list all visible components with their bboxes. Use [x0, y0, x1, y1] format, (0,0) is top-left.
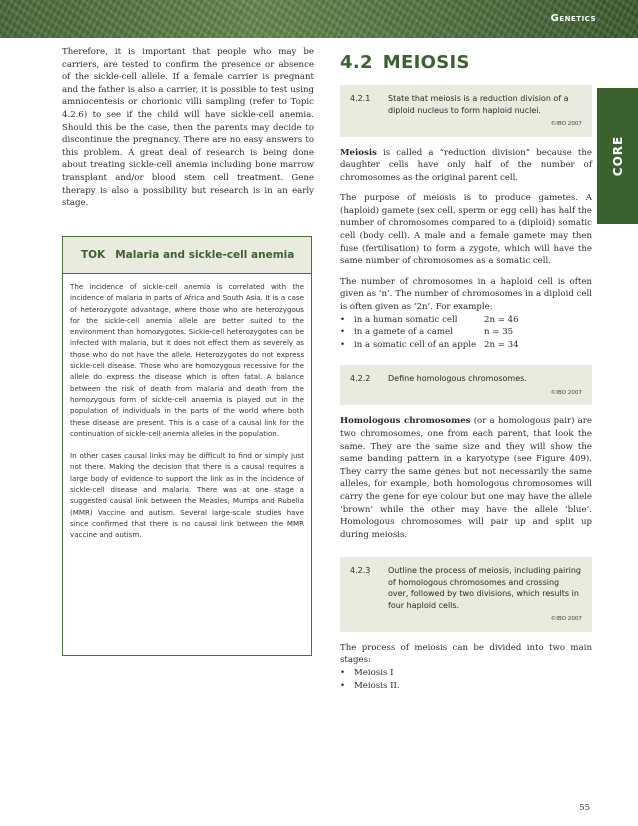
- tok-label: TOK: [81, 249, 106, 261]
- section-heading: [340, 52, 592, 73]
- meiosis-definition-text: is called a “reduction division” because the daughter cells have only half of the number of chromosomes as the original parent cell.: [340, 147, 592, 183]
- section-number: 4.2: [340, 52, 373, 73]
- meiosis-stages-intro: The process of meiosis can be divided into two main stages:: [340, 642, 592, 666]
- example-text: • in a somatic cell of an apple: [354, 339, 477, 350]
- list-item: [340, 326, 592, 339]
- example-value: 2n = 34: [484, 339, 519, 350]
- objective-code: 4.2.1: [350, 94, 371, 103]
- objective-text: Outline the process of meiosis, including pairing of homologous chromosomes and crossing over, followed by two divisions, which results in four haploid cells.: [388, 566, 582, 610]
- example-value: n = 35: [484, 327, 514, 338]
- list-item: [340, 680, 592, 693]
- example-text: • in a human somatic cell: [354, 314, 458, 325]
- meiosis-term: Meiosis: [340, 147, 377, 158]
- stage-text: • Meiosis II.: [354, 680, 400, 691]
- tok-paragraph-2: In other cases causal links may be difficult to find or simply just not there. Making the decision that there is a causal requires a large body of evidence to support the link as in the incidence of sickle-cell disease and malaria. There was at one stage a suggested causal link between the Measles, Mumps and Rubella (MMR) Vaccine and autism. Several large-scale studies have since confirmed that there is no causal link between the MMR vaccine and autism.: [70, 451, 304, 540]
- tok-title: Malaria and sickle-cell anemia: [115, 249, 295, 261]
- stage-text: • Meiosis I: [354, 668, 394, 679]
- chromosome-number-paragraph: The number of chromosomes in a haploid cell is often given as ‘n’. The number of chromosomes in a diploid cell is often given as ‘2n’. For example:: [340, 276, 592, 313]
- objective-source: ©IBO 2007: [550, 389, 582, 396]
- objective-box: [340, 365, 592, 405]
- objective-code: 4.2.2: [350, 374, 371, 384]
- header-banner: [0, 0, 638, 38]
- example-value: 2n = 46: [484, 314, 519, 325]
- tok-paragraph-1: The incidence of sickle-cell anemia is correlated with the incidence of malaria in parts of Africa and South Asia. It is a case of heterozygote advantage, where those who are heterozygous for the sickle-cell anemia allele are better suited to the environment than homozygotes. Sickle-cell heterozygotes can be infected with malaria, but it does not effect them as severely as those who do not have the allele. Heterozygotes do not express sickle-cell disease. Those who are homozygous recessive for the allele do express the disease which is often fatal. A balance between the risk of death from malaria and death from the homozygous form of sickle-cell anaemia is played out in the population of individuals in the parts of the world where both these disease are present. This is a case of a causal link for the continuation of sickle-cell anemia alleles in the population.: [70, 282, 304, 438]
- list-item: [340, 339, 592, 352]
- tok-heading: [81, 249, 294, 261]
- example-text: • in a gamete of a camel: [354, 327, 453, 338]
- tok-box: [62, 236, 312, 656]
- core-label: CORE: [610, 135, 625, 177]
- homologous-term: Homologous chromosomes: [340, 416, 471, 427]
- list-item: [340, 314, 592, 327]
- objective-box: [340, 85, 592, 137]
- tok-header: [63, 237, 311, 274]
- objective-source: ©IBO 2007: [550, 121, 582, 127]
- objective-source: ©IBO 2007: [550, 616, 582, 623]
- list-item: [340, 667, 592, 680]
- meiosis-stages: [340, 667, 592, 692]
- right-column: [340, 52, 592, 692]
- homologous-definition: [340, 415, 592, 541]
- objective-box: [340, 557, 592, 632]
- meiosis-purpose: The purpose of meiosis is to produce gametes. A (haploid) gamete (sex cell, sperm or egg cell) has half the number of chromosomes compared to a (diploid) somatic cell (body cell). A male and a female gamete may then fuse (fertilisation) to form a zygote, which will have the same number of chromosomes as a somatic cell.: [340, 193, 592, 267]
- objective-text: Define homologous chromosomes.: [388, 374, 527, 384]
- objective-code: 4.2.3: [350, 566, 371, 576]
- tok-body: [70, 281, 304, 541]
- page-number: 55: [579, 803, 590, 813]
- objective-text: State that meiosis is a reduction division of a diploid nucleus to form haploid nuclei.: [388, 94, 569, 115]
- homologous-definition-text: (or a homologous pair) are two chromosomes, one from each parent, that look the same. They are the same size and they will show the same banding pattern in a karyotype (see Figure 409). They carry the same genes but not necessarily the same alleles, for example, both homologous chromosomes will carry the gene for eye colour but one may have the allele ‘brown’ while the other may have the allele ‘blue’. Homologous chromosomes will pair up and split up during meiosis.: [340, 416, 592, 540]
- meiosis-definition: [340, 147, 592, 185]
- core-tab: [597, 88, 638, 224]
- chapter-title: Genetics: [550, 13, 596, 24]
- left-column: [62, 46, 314, 210]
- chromosome-examples: [340, 314, 592, 352]
- left-paragraph: Therefore, it is important that people who may be carriers, are tested to confirm the presence or absence of the sickle-cell allele. If a female carrier is pregnant and the father is also a carrier, it is possible to test using amniocentesis or chorionic villi sampling (refer to Topic 4.2.6) to see if the child will have sickle-cell anemia. Should this be the case, then the parents may decide to discontinue the pregnancy. There are no easy answers to this problem. A great deal of research is being done about treating sickle-cell anemia including bone marrow transplant and/or blood stem cell treatment. Gene therapy is also a possibility but research is in an early stage.: [62, 47, 314, 209]
- section-title: MEIOSIS: [382, 52, 470, 73]
